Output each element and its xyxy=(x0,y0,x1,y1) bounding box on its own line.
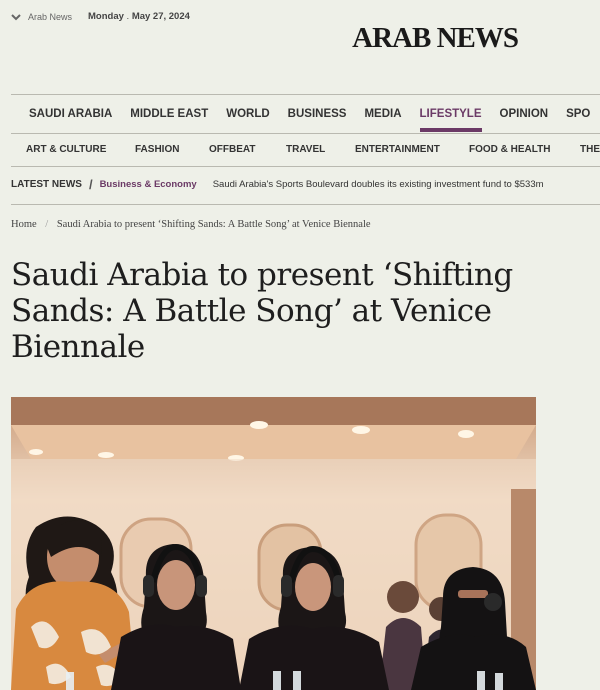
main-nav-item-saudi-arabia[interactable]: SAUDI ARABIA xyxy=(29,108,113,120)
sub-nav-item-offbeat[interactable]: OFFBEAT xyxy=(209,144,256,155)
latest-news-ticker xyxy=(11,177,544,192)
sub-nav-item-entertainment[interactable]: ENTERTAINMENT xyxy=(355,144,440,155)
ticker-headline-link[interactable]: Saudi Arabia's Sports Boulevard doubles its existing investment fund to $533m xyxy=(212,179,544,190)
top-bar xyxy=(0,0,600,90)
main-nav-item-opinion[interactable]: OPINION xyxy=(499,108,549,120)
date-value: May 27, 2024 xyxy=(131,11,190,22)
date-day: Monday xyxy=(88,11,124,22)
ticker-divider: / xyxy=(88,177,93,192)
breadcrumb-home-link[interactable]: Home xyxy=(11,219,37,230)
breadcrumb-current: Saudi Arabia to present ‘Shifting Sands: A Battle Song’ at Venice Biennale xyxy=(56,219,371,230)
main-nav-item-business[interactable]: BUSINESS xyxy=(287,108,347,120)
main-nav-item-media[interactable]: MEDIA xyxy=(364,108,402,120)
date-separator: . xyxy=(126,11,130,22)
main-navigation xyxy=(11,96,599,132)
article-hero-image[interactable] xyxy=(11,397,536,690)
nav-top-divider xyxy=(11,94,600,95)
current-date xyxy=(88,11,190,22)
subnav-divider xyxy=(11,166,600,167)
main-nav-item-middle-east[interactable]: MIDDLE EAST xyxy=(130,108,209,120)
main-nav-item-spo[interactable]: SPO xyxy=(566,108,591,120)
chevron-down-icon[interactable] xyxy=(10,11,22,23)
nav-divider xyxy=(11,133,600,134)
edition-label[interactable]: Arab News xyxy=(28,12,73,22)
edition-selector[interactable] xyxy=(10,11,72,23)
site-logo[interactable]: ARAB NEWS xyxy=(352,22,518,54)
sub-nav-item-food-health[interactable]: FOOD & HEALTH xyxy=(469,144,551,155)
sub-nav-item-fashion[interactable]: FASHION xyxy=(135,144,180,155)
main-nav-item-world[interactable]: WORLD xyxy=(226,108,270,120)
ticker-category-link[interactable]: Business & Economy xyxy=(99,179,197,190)
main-nav-item-lifestyle[interactable]: LIFESTYLE xyxy=(411,96,491,132)
breadcrumb-separator: / xyxy=(45,219,49,230)
sub-nav-item-art-culture[interactable]: ART & CULTURE xyxy=(26,144,107,155)
latest-news-label: LATEST NEWS xyxy=(11,179,82,190)
hero-photo-illustration xyxy=(11,397,536,690)
breadcrumb xyxy=(11,219,371,230)
ticker-divider-line xyxy=(11,204,600,205)
sub-nav-item-travel[interactable]: TRAVEL xyxy=(286,144,326,155)
article-title: Saudi Arabia to present ‘Shifting Sands: A Battle Song’ at Venice Biennale xyxy=(11,257,513,365)
sub-nav-item-the[interactable]: THE xyxy=(580,144,600,155)
